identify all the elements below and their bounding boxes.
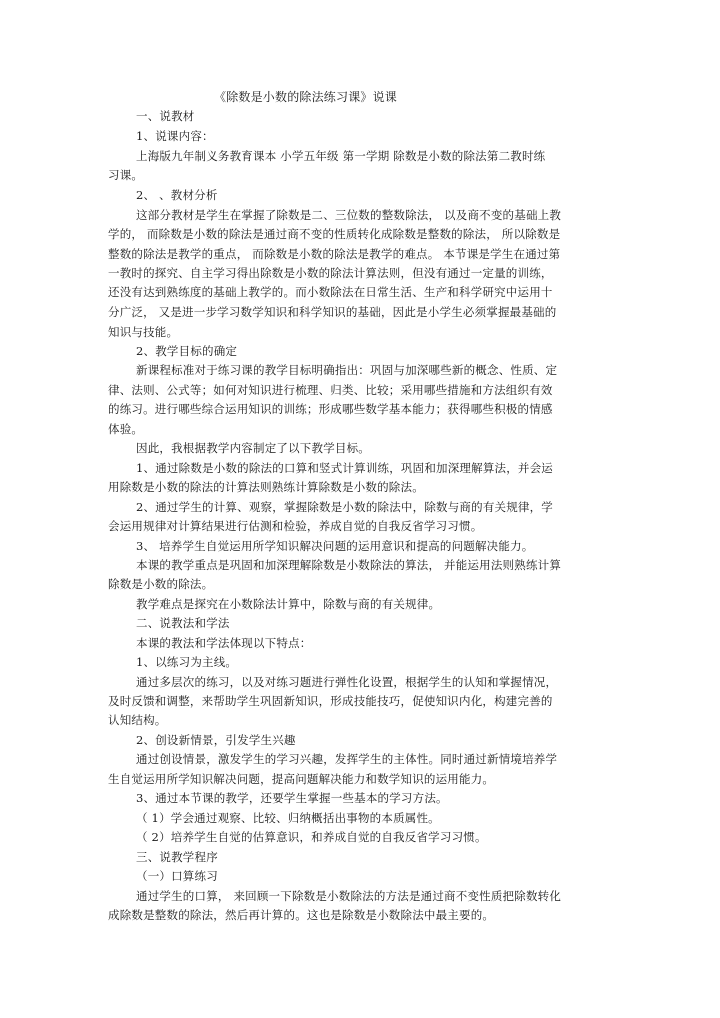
text-line: 的练习。进行哪些综合运用知识的训练；形成哪些数学基本能力；获得哪些积极的情感 <box>108 402 553 416</box>
text-line: （ 1）学会通过观察、比较、归纳概括出事物的本质属性。 <box>136 811 440 825</box>
section-heading: 二、说教法和学法 <box>136 616 230 630</box>
text-line: 律、法则、公式等；如何对知识进行梳理、归类、比较；采用哪些措施和方法组织有效 <box>108 383 553 397</box>
text-line: 一教时的探究、自主学习得出除数是小数的除法计算法则，但没有通过一定量的训练， <box>108 266 553 280</box>
text-line: 会运用规律对计算结果进行估测和检验，养成自觉的自我反省学习习惯。 <box>108 519 483 533</box>
subsection-heading: 2、创设新情景，引发学生兴趣 <box>136 733 296 747</box>
text-line: 这部分教材是学生在掌握了除数是二、三位数的整数除法， 以及商不变的基础上教 <box>136 208 562 222</box>
text-line: 还没有达到熟练度的基础上教学的。而小数除法在日常生活、生产和科学研究中运用十 <box>108 285 553 299</box>
subsection-heading: 3、通过本节课的教学，还要学生掌握一些基本的学习方法。 <box>136 791 448 805</box>
text-line: 学的， 而除数是小数的除法是通过商不变的性质转化成除数是整数的除法， 所以除数是 <box>108 227 561 241</box>
text-line: 成除数是整数的除法，然后再计算的。这也是除数是小数除法中最主要的。 <box>108 908 495 922</box>
text-line: 及时反馈和调整，来帮助学生巩固新知识，形成技能技巧，促使知识内化，构建完善的 <box>108 694 553 708</box>
section-heading: 三、说教学程序 <box>136 850 218 864</box>
text-line: 习课。 <box>108 168 144 182</box>
text-line: 知识与技能。 <box>108 325 179 339</box>
text-line: 体验。 <box>108 422 144 436</box>
text-line: 整数的除法是教学的重点， 而除数是小数的除法是教学的难点。 本节课是学生在通过第 <box>108 247 561 261</box>
text-line: 1、通过除数是小数的除法的口算和竖式计算训练，巩固和加深理解算法，并会运 <box>136 461 554 475</box>
text-line: 除数是小数的除法。 <box>108 577 214 591</box>
text-line: 上海版九年制义务教育课本 小学五年级 第一学期 除数是小数的除法第二教时练 <box>136 149 546 163</box>
subsection-heading: 2、教学目标的确定 <box>136 344 238 358</box>
text-line: 通过学生的口算， 来回顾一下除数是小数除法的方法是通过商不变性质把除数转化 <box>136 889 562 903</box>
text-line: 新课程标准对于练习课的教学目标明确指出：巩固与加深哪些新的概念、性质、定 <box>136 363 558 377</box>
text-line: 教学难点是探究在小数除法计算中，除数与商的有关规律。 <box>136 597 441 611</box>
subsection-heading: 1、说课内容： <box>136 129 214 143</box>
text-line: 3、 培养学生自觉运用所学知识解决问题的运用意识和提高的问题解决能力。 <box>136 539 534 553</box>
text-line: （ 2）培养学生自觉的估算意识，和养成自觉的自我反省学习习惯。 <box>136 830 487 844</box>
text-line: 用除数是小数的除法的计算法则熟练计算除数是小数的除法。 <box>108 480 424 494</box>
text-line: 通过创设情景，激发学生的学习兴趣，发挥学生的主体性。同时通过新情境培养学 <box>136 752 558 766</box>
text-line: 通过多层次的练习，以及对练习题进行弹性化设置，根据学生的认知和掌握情况， <box>136 675 558 689</box>
section-heading: 一、说教材 <box>136 109 195 123</box>
text-line: 生自觉运用所学知识解决问题，提高问题解决能力和数学知识的运用能力。 <box>108 772 495 786</box>
subsection-heading: 2、 、教材分析 <box>136 188 218 202</box>
text-line: 2、通过学生的计算、观察，掌握除数是小数的除法中，除数与商的有关规律，学 <box>136 500 554 514</box>
text-line: 因此，我根据教学内容制定了以下教学目标。 <box>136 441 370 455</box>
text-line: 分广泛， 又是进一步学习数学知识和科学知识的基础，因此是小学生必须掌握最基础的 <box>108 305 557 319</box>
document-title: 《除数是小数的除法练习课》说课 <box>214 90 398 104</box>
subsection-heading: （一）口算练习 <box>136 869 218 883</box>
text-line: 认知结构。 <box>108 713 167 727</box>
text-line: 本课的教学重点是巩固和加深理解除数是小数除法的算法， 并能运用法则熟练计算 <box>136 558 562 572</box>
text-line: 本课的教法和学法体现以下特点： <box>136 636 312 650</box>
subsection-heading: 1、以练习为主线。 <box>136 655 238 669</box>
